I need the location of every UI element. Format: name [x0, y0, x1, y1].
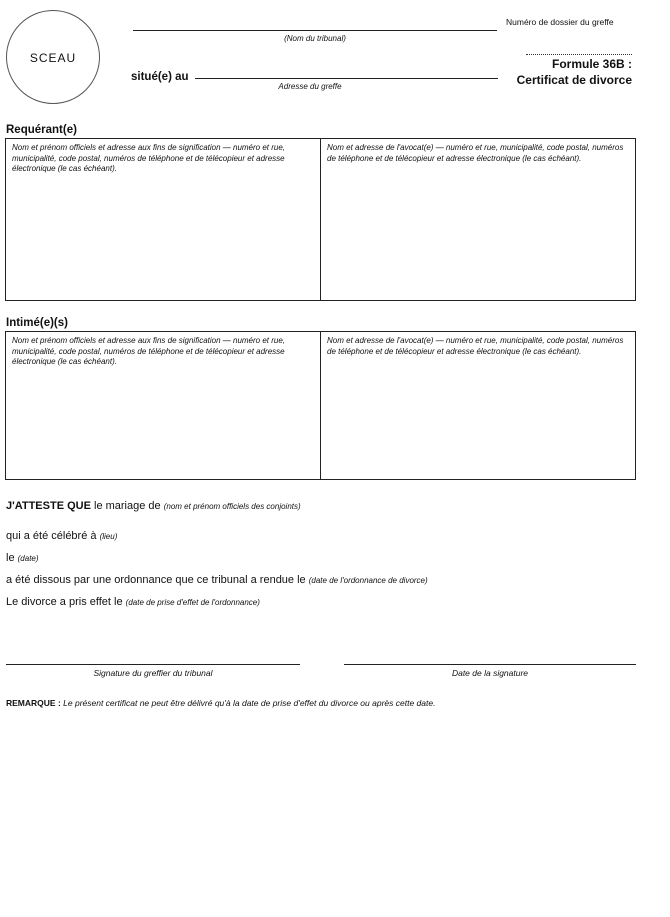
- file-number-label: Numéro de dossier du greffe: [506, 17, 614, 27]
- signature-date-line[interactable]: [344, 664, 636, 665]
- remark-text: Le présent certificat ne peut être délivré qu'à la date de prise d'effet du divorce ou après cette date.: [63, 698, 436, 708]
- applicant-party-field[interactable]: Nom et prénom officiels et adresse aux fins de signification — numéro et rue, municipalité, code postal, numéros de téléphone et de télécopieur et adresse électronique (le cas échéant).: [6, 139, 321, 300]
- dissolved-line[interactable]: [6, 574, 428, 586]
- respondent-lawyer-field[interactable]: Nom et adresse de l'avocat(e) — numéro et rue, municipalité, code postal, numéros de téléphone et de télécopieur et adresse électronique (le cas échéant).: [327, 336, 624, 356]
- attest-hint: (nom et prénom officiels des conjoints): [163, 502, 301, 511]
- office-address-caption: Adresse du greffe: [278, 82, 342, 91]
- celebrated-text: qui a été célébré à: [6, 530, 97, 542]
- applicant-box: [5, 138, 636, 301]
- effective-text: Le divorce a pris effet le: [6, 596, 123, 608]
- date-line[interactable]: [6, 552, 39, 564]
- respondent-box: [5, 331, 636, 480]
- signature-date-caption: Date de la signature: [451, 668, 529, 678]
- respondent-heading: Intimé(e)(s): [6, 317, 68, 329]
- respondent-party-field[interactable]: Nom et prénom officiels et adresse aux fins de signification — numéro et rue, municipalité, code postal, numéros de téléphone et de télécopieur et adresse électronique (le cas échéant).: [6, 332, 321, 479]
- attest-text: le mariage de: [94, 500, 161, 512]
- on-text: le: [6, 552, 15, 564]
- remark: [6, 698, 435, 708]
- file-number-line[interactable]: [526, 54, 632, 55]
- celebrated-line[interactable]: [6, 530, 117, 542]
- effective-line[interactable]: [6, 596, 260, 608]
- form-number: Formule 36B :: [551, 57, 632, 71]
- applicant-lawyer-field[interactable]: Nom et adresse de l'avocat(e) — numéro et rue, municipalité, code postal, numéros de téléphone et de télécopieur et adresse électronique (le cas échéant).: [327, 143, 624, 163]
- seal-circle: [6, 10, 100, 104]
- court-name-caption: (Nom du tribunal): [284, 34, 346, 43]
- court-name-line[interactable]: [133, 30, 497, 31]
- dissolved-hint: (date de l'ordonnance de divorce): [308, 576, 428, 585]
- attest-line[interactable]: [6, 500, 301, 512]
- applicant-heading: Requérant(e): [6, 124, 77, 136]
- dissolved-text: a été dissous par une ordonnance que ce tribunal a rendue le: [6, 574, 306, 586]
- on-hint: (date): [17, 554, 39, 563]
- form-title: Certificat de divorce: [516, 73, 632, 87]
- remark-label: REMARQUE :: [6, 698, 61, 708]
- registrar-signature-line[interactable]: [6, 664, 300, 665]
- seal-label: SCEAU: [29, 51, 77, 65]
- effective-hint: (date de prise d'effet de l'ordonnance): [125, 598, 260, 607]
- registrar-signature-caption: Signature du greffier du tribunal: [93, 668, 213, 678]
- attest-bold: J'ATTESTE QUE: [6, 500, 91, 512]
- celebrated-hint: (lieu): [99, 532, 118, 541]
- office-address-line[interactable]: [195, 78, 498, 79]
- located-at-label: situé(e) au: [131, 71, 189, 83]
